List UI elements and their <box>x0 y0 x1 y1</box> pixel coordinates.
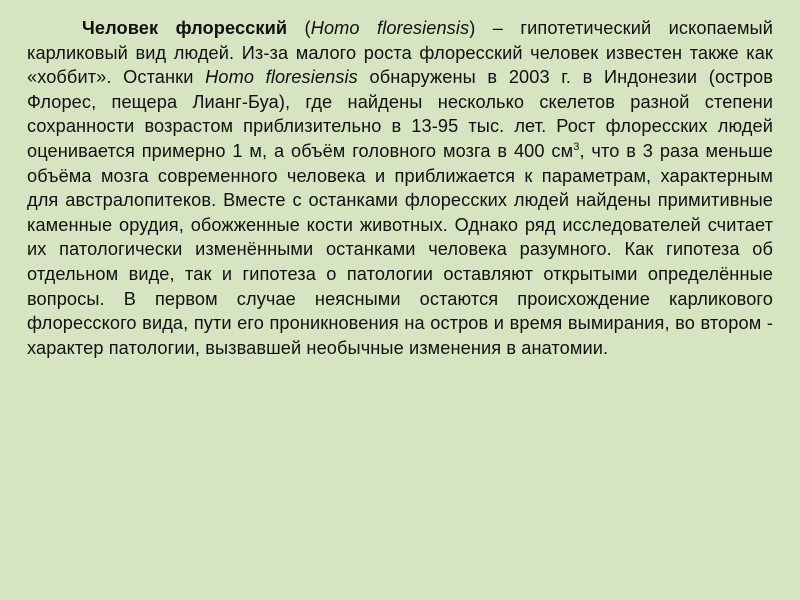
unit-superscript: 3 <box>573 140 580 153</box>
latin-name-1: Homo floresiensis <box>310 18 470 38</box>
latin-name-2: Homo floresiensis <box>205 67 358 88</box>
paragraph-text-3: обнаружены в 2003 г. в Индонезии (остров Флорес, пещера Лианг-Буа), где найдены несколько скелетов разной степени сохранности возрастом приблизительно в 13-95 тыс. лет. Рост флоресских людей оценивается примерно 1 м, а объём головного мозга в 400 см <box>27 67 773 161</box>
paragraph-text-1: ( <box>287 18 311 38</box>
term-title: Человек флоресский <box>82 18 288 38</box>
article-paragraph <box>27 16 773 360</box>
paragraph-text-2: ) – гипотетический ископаемый карликовый вид людей. Из-за малого роста флоресский человек известен также как «хоббит». Останки <box>27 18 773 88</box>
paragraph-text-4: , что в 3 раза меньше объёма мозга современного человека и приближается к параметрам, характерным для австралопитеков. Вместе с останками флоресских людей найдены примитивные каменные орудия, обожженные кости животных. Однако ряд исследователей считает их патологически изменёнными останками человека разумного. Как гипотеза об отдельном виде, так и гипотеза о патологии оставляют открытыми определённые вопросы. В первом случае неясными остаются происхождение карликового флоресского вида, пути его проникновения на остров и время вымирания, во втором - характер патологии, вызвавшей необычные изменения в анатомии. <box>27 140 773 358</box>
